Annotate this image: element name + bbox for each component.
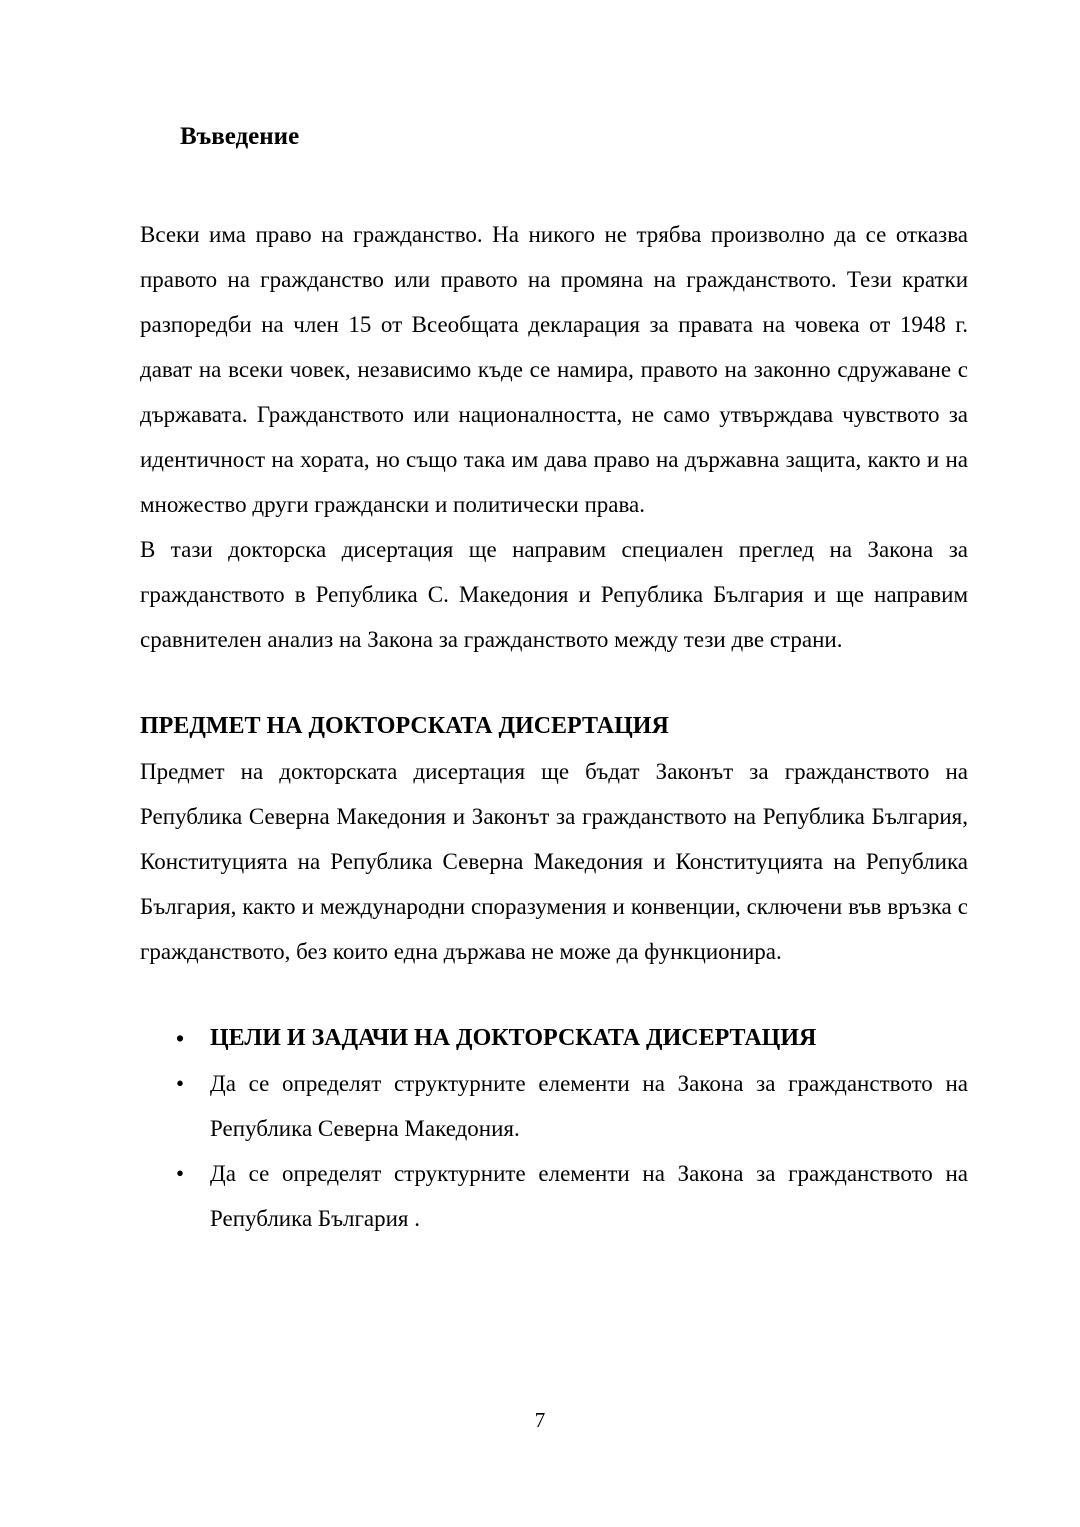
bullet-marker-icon: • (176, 1161, 185, 1186)
bullet-heading-text: ЦЕЛИ И ЗАДАЧИ НА ДОКТОРСКАТА ДИСЕРТАЦИЯ (210, 1025, 817, 1051)
intro-paragraph-1: Всеки има право на гражданство. На никого не трябва произволно да се отказва правото на гражданство или правото на промяна на гражданството. Тези кратки разпоредби на член 15 от Всеобщата декларация за правата на човека от 1948 г. дават на всеки човек, независимо къде се намира, правото на законно сдружаване с държавата. Гражданството или националността, не само утвърждава чувството за идентичност на хората, но също така им дава право на държавна защита, както и на множество други граждански и политически права. (140, 222, 968, 517)
bullet-marker-icon: • (176, 1026, 185, 1051)
section-heading-subject: ПРЕДМЕТ НА ДОКТОРСКАТА ДИСЕРТАЦИЯ (140, 713, 669, 739)
section-paragraph-subject: Предмет на докторската дисертация ще бъдат Законът за гражданството на Република Северна Македония и Законът за гражданството на Република България, Конституцията на Република Северна Македония и Конституцията на Република България, както и международни споразумения и конвенции, сключени във връзка с гражданството, без които една държава не може да функционира. (140, 759, 968, 964)
bullet-item-text: Да се определят структурните елементи на Закона за гражданството на Република България . (210, 1161, 968, 1231)
bullet-item (140, 1151, 968, 1241)
goals-bullet-list (140, 1016, 968, 1241)
bullet-item-text: Да се определят структурните елементи на Закона за гражданството на Република Северна Македония. (210, 1071, 968, 1141)
intro-heading: Въведение (180, 123, 300, 150)
intro-paragraph-2: В тази докторска дисертация ще направим специален преглед на Закона за гражданството в Република С. Македония и Република България и ще направим сравнителен анализ на Закона за гражданството между тези две страни. (140, 537, 968, 652)
bullet-marker-icon: • (176, 1071, 185, 1096)
bullet-item-heading (140, 1016, 968, 1061)
page-number: 7 (534, 1408, 546, 1432)
bullet-item (140, 1061, 968, 1151)
